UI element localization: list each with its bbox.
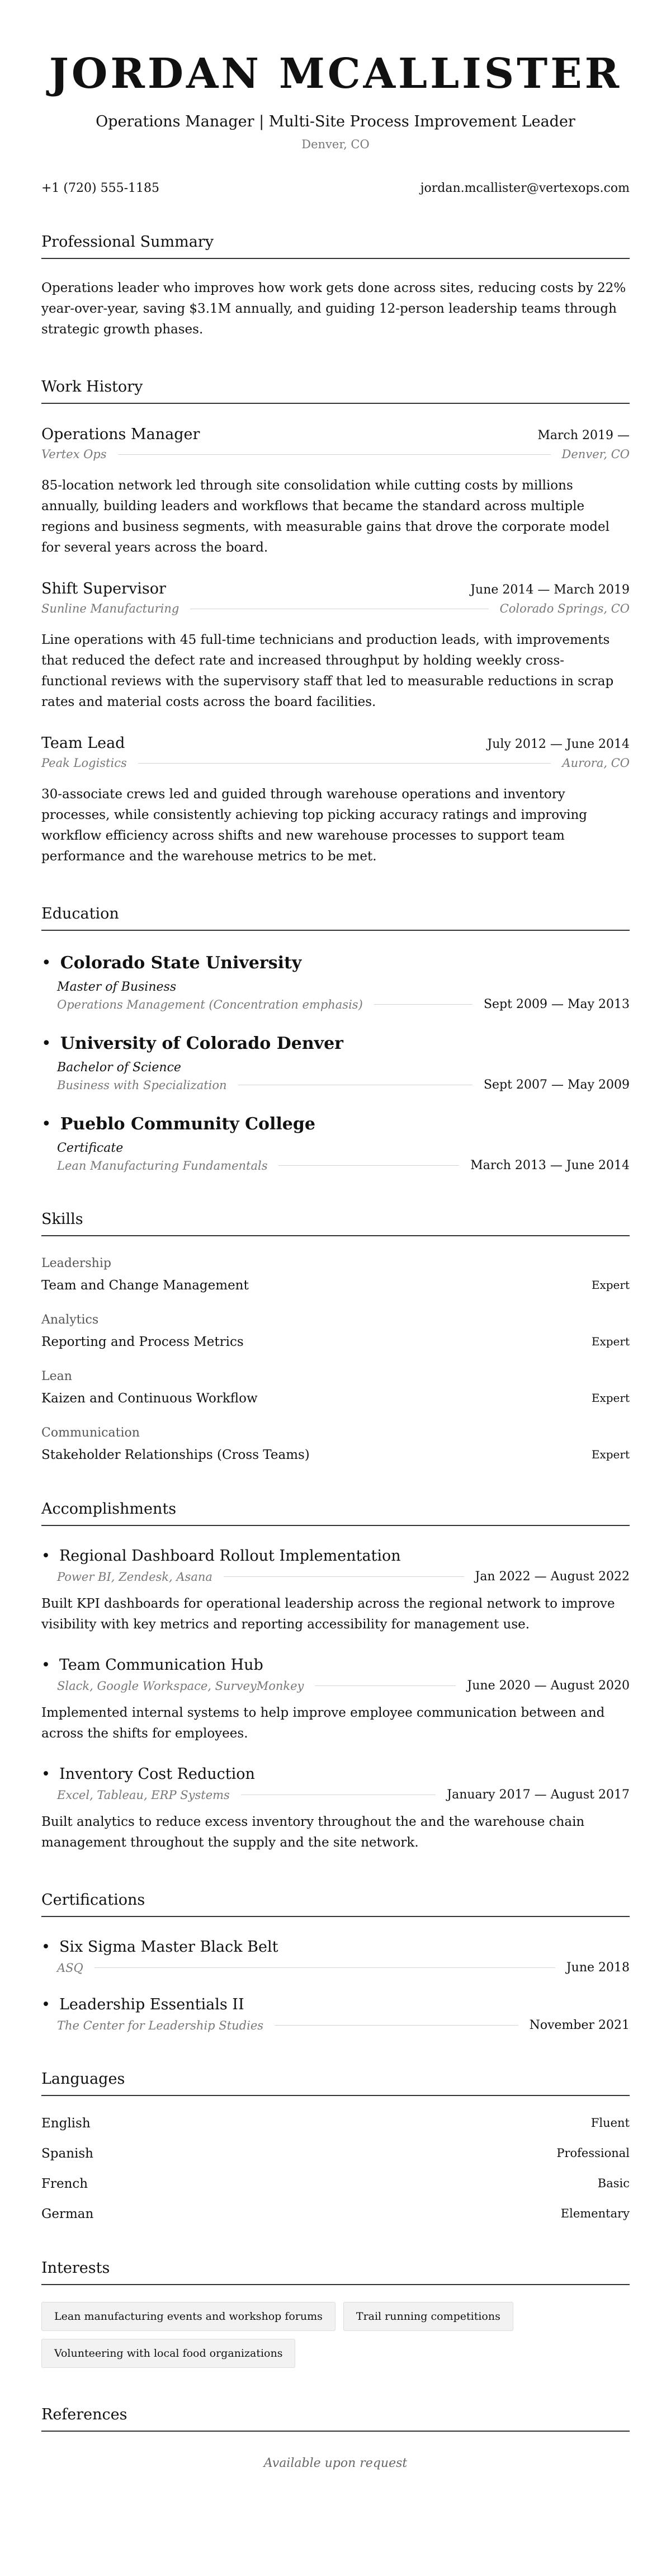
job-entry [41, 425, 630, 558]
job-location: Colorado Springs, CO [499, 602, 630, 615]
interest-tag: Trail running competitions [343, 2302, 513, 2331]
project-description: Built analytics to reduce excess inventory throughout the and the warehouse chain management throughout the supply and the site network. [41, 1815, 585, 1850]
references-section [41, 2406, 630, 2470]
job-date: June 2014 — March 2019 [470, 583, 630, 597]
leader-line [278, 1165, 459, 1166]
education-date: Sept 2007 — May 2009 [483, 1078, 630, 1092]
leader-line [118, 454, 551, 455]
education-section [41, 905, 630, 1172]
job-title: Shift Supervisor [41, 580, 166, 597]
job-description: Line operations with 45 full-time technicians and production leads, with improvements that reduced the defect rate and increased throughput by holding weekly cross-functional reviews with the supervisory staff that led to measurable reductions in scrap rates and material costs across the board facilities. [41, 633, 614, 709]
project-title: • Team Communication Hub [41, 1655, 630, 1675]
skill-group [41, 1426, 630, 1462]
references-text: Available upon request [263, 2456, 408, 2470]
skill-name: Reporting and Process Metrics [41, 1335, 244, 1349]
language-row [41, 2116, 630, 2131]
section-title: References [41, 2406, 630, 2432]
email: jordan.mcallister@vertexops.com [420, 181, 630, 195]
section-title: Interests [41, 2259, 630, 2285]
skill-name: Stakeholder Relationships (Cross Teams) [41, 1448, 310, 1462]
school-name: • Colorado State University [41, 953, 630, 973]
degree-detail: Business with Specialization [57, 1078, 227, 1092]
project-entry [41, 1655, 630, 1744]
skill-level: Expert [591, 1448, 630, 1461]
leader-line [224, 1576, 464, 1577]
section-title: Education [41, 905, 630, 931]
language-level: Professional [556, 2146, 630, 2160]
language-name: Spanish [41, 2146, 93, 2161]
skill-name: Team and Change Management [41, 1278, 249, 1293]
skills-section [41, 1211, 630, 1462]
interests-section [41, 2259, 630, 2368]
language-level: Basic [597, 2177, 630, 2190]
certifications-section [41, 1891, 630, 2032]
project-description: Built KPI dashboards for operational leadership across the regional network to improve visibility with key metrics and reporting accessibility for management use. [41, 1597, 615, 1632]
section-title: Accomplishments [41, 1500, 630, 1526]
education-entry [41, 1114, 630, 1172]
experience-section [41, 378, 630, 867]
leader-line [374, 1004, 472, 1005]
education-entry [41, 953, 630, 1011]
school-name: • University of Colorado Denver [41, 1034, 630, 1054]
job-title: Operations Manager [41, 426, 200, 443]
skill-category: Analytics [41, 1313, 99, 1327]
summary-text: Operations leader who improves how work gets done across sites, reducing costs by 22% year-over-year, saving $3.1M annually, and guiding 12-person leadership teams through strategic growth phases. [41, 281, 626, 337]
interest-tag: Volunteering with local food organizations [41, 2339, 295, 2368]
job-date: March 2019 — [537, 428, 630, 442]
job-description: 30-associate crews led and guided through warehouse operations and inventory processes, while consistently achieving top picking accuracy ratings and improving workflow efficiency across shifts and new warehouse processes to support team performance and the warehouse metrics to be met. [41, 787, 588, 864]
interest-tag: Lean manufacturing events and workshop forums [41, 2302, 336, 2331]
education-date: March 2013 — June 2014 [470, 1159, 630, 1172]
project-description: Implemented internal systems to help improve employee communication between and across the shifts for employees. [41, 1706, 605, 1741]
degree: Master of Business [57, 980, 177, 994]
certification-entry [41, 1995, 630, 2032]
certification-issuer: The Center for Leadership Studies [57, 2018, 264, 2032]
skill-group [41, 1256, 630, 1293]
skill-group [41, 1369, 630, 1406]
skill-category: Communication [41, 1426, 140, 1440]
project-entry [41, 1546, 630, 1635]
language-row [41, 2177, 630, 2191]
degree-detail: Operations Management (Concentration emphasis) [57, 997, 363, 1011]
degree: Bachelor of Science [57, 1061, 181, 1075]
leader-line [275, 2025, 518, 2026]
education-entry [41, 1034, 630, 1092]
job-entry [41, 734, 630, 867]
job-company: Vertex Ops [41, 448, 107, 461]
section-title: Skills [41, 1211, 630, 1236]
leader-line [94, 1967, 555, 1968]
certification-name: • Six Sigma Master Black Belt [41, 1937, 630, 1957]
education-date: Sept 2009 — May 2013 [483, 997, 630, 1011]
section-title: Languages [41, 2070, 630, 2096]
project-entry [41, 1764, 630, 1853]
headline: Operations Manager | Multi-Site Process Improvement Leader [96, 113, 575, 130]
interest-tags [41, 2302, 630, 2368]
job-description: 85-location network led through site consolidation while cutting costs by millions annually, building leaders and workflows that became the standard across multiple regions and business segments, with measurable gains that drove the corporate model for several years across the board. [41, 478, 609, 555]
section-title: Professional Summary [41, 233, 630, 259]
language-name: French [41, 2177, 88, 2191]
job-company: Peak Logistics [41, 756, 127, 770]
languages-section [41, 2070, 630, 2221]
language-row [41, 2207, 630, 2221]
language-name: German [41, 2207, 94, 2221]
candidate-name: JORDAN MCALLISTER [49, 50, 622, 98]
project-date: Jan 2022 — August 2022 [475, 1570, 630, 1584]
section-title: Certifications [41, 1891, 630, 1917]
skill-category: Lean [41, 1369, 72, 1383]
certification-date: June 2018 [566, 1961, 630, 1975]
project-title: • Regional Dashboard Rollout Implementation [41, 1546, 630, 1566]
section-title: Work History [41, 378, 630, 404]
language-level: Fluent [590, 2116, 630, 2130]
project-tools: Power BI, Zendesk, Asana [57, 1570, 212, 1584]
contact-row [41, 181, 630, 195]
school-name: • Pueblo Community College [41, 1114, 630, 1134]
certification-date: November 2021 [529, 2018, 630, 2032]
job-location: Aurora, CO [562, 756, 630, 770]
leader-line [315, 1685, 456, 1686]
project-tools: Excel, Tableau, ERP Systems [57, 1788, 230, 1802]
skill-level: Expert [591, 1391, 630, 1405]
job-date: July 2012 — June 2014 [487, 737, 630, 751]
job-title: Team Lead [41, 734, 125, 752]
accomplishments-section [41, 1500, 630, 1853]
certification-issuer: ASQ [57, 1961, 83, 1975]
language-row [41, 2146, 630, 2161]
degree-detail: Lean Manufacturing Fundamentals [57, 1159, 268, 1172]
language-name: English [41, 2116, 91, 2131]
project-title: • Inventory Cost Reduction [41, 1764, 630, 1784]
project-date: January 2017 — August 2017 [447, 1788, 630, 1802]
project-tools: Slack, Google Workspace, SurveyMonkey [57, 1679, 304, 1693]
phone: +1 (720) 555-1185 [41, 181, 159, 195]
project-date: June 2020 — August 2020 [467, 1679, 630, 1693]
job-company: Sunline Manufacturing [41, 602, 179, 615]
summary-section [41, 233, 630, 340]
skill-level: Expert [591, 1335, 630, 1348]
location: Denver, CO [301, 138, 370, 151]
language-level: Elementary [560, 2207, 630, 2220]
skill-name: Kaizen and Continuous Workflow [41, 1391, 258, 1406]
job-location: Denver, CO [561, 448, 630, 461]
leader-line [138, 763, 551, 764]
certification-entry [41, 1937, 630, 1975]
degree: Certificate [57, 1141, 124, 1155]
job-entry [41, 580, 630, 713]
skill-group [41, 1313, 630, 1349]
skill-level: Expert [591, 1278, 630, 1292]
certification-name: • Leadership Essentials II [41, 1995, 630, 2015]
skill-category: Leadership [41, 1256, 111, 1270]
